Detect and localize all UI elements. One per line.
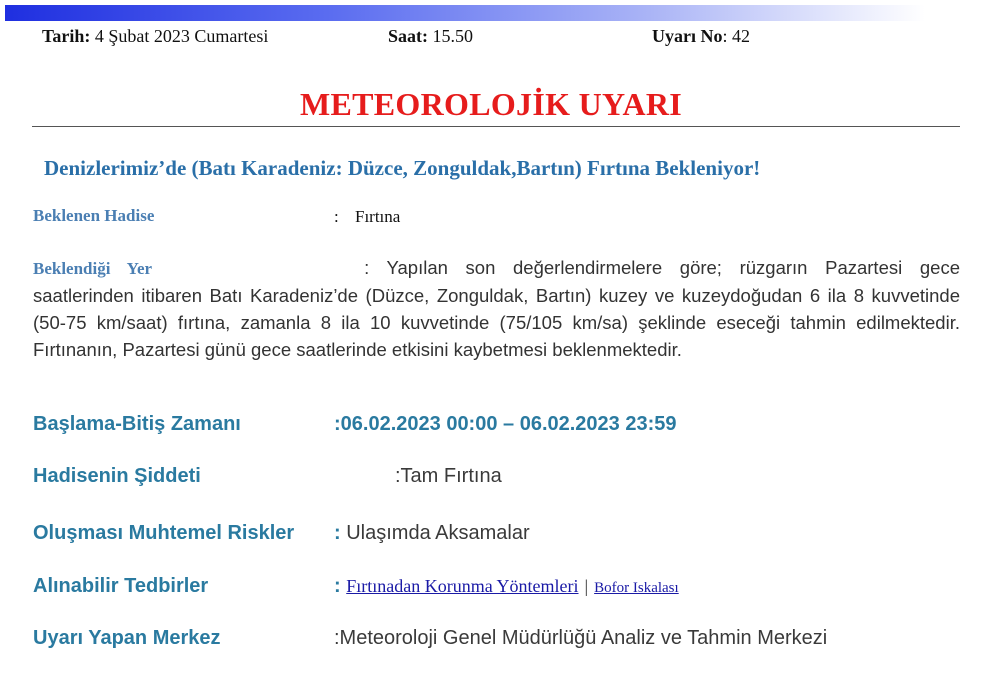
warning-number-value: : 42 [722,26,751,46]
expected-event-label: Beklenen Hadise [33,206,155,225]
top-gradient-bar [5,5,925,21]
risks-colon: : [334,522,341,544]
expected-place-paragraph [33,254,960,363]
severity-value: :Tam Fırtına [395,465,502,487]
storm-protection-link[interactable]: Fırtınadan Korunma Yöntemleri [346,576,579,596]
severity-label: Hadisenin Şiddeti [33,465,201,487]
links-separator: | [584,576,589,596]
expected-place-colon: : [364,257,370,278]
time-field [388,26,473,47]
warning-number-field [652,26,750,47]
time-label: Saat: [388,26,428,46]
risks-value-group [334,522,530,545]
beaufort-scale-link[interactable]: Bofor Iskalası [594,580,679,596]
title-divider [32,126,960,127]
date-label: Tarih: [42,26,91,46]
measures-colon: : [334,575,341,597]
warning-headline: Denizlerimiz’de (Batı Karadeniz: Düzce, Zonguldak,Bartın) Fırtına Bekleniyor! [44,156,761,180]
time-range-label: Başlama-Bitiş Zamanı [33,413,241,435]
expected-event-colon: : [334,207,339,226]
measures-label: Alınabilir Tedbirler [33,575,209,597]
date-value: 4 Şubat 2023 Cumartesi [94,26,269,46]
expected-event-value: Fırtına [355,207,401,226]
expected-place-text: Yapılan son değerlendirmelere göre; rüzgarın Pazartesi gece saatlerinden itibaren Batı Karadeniz’de (Düzce, Zonguldak, Bartın) kuzey ve kuzeydoğudan 6 ila 8 kuvvetinde (50-75 km/saat) fırtına, zamanla 8 ila 10 kuvvetinde (75/105 km/sa) şeklinde eseceği tahmin edilmektedir. Fırtınanın, Pazartesi günü gece saatlerinde etkisini kaybetmesi beklenmektedir. [33,257,960,360]
page-title: METEOROLOJİK UYARI [299,86,683,122]
issuing-center-value: :Meteoroloji Genel Müdürlüğü Analiz ve Tahmin Merkezi [334,627,828,649]
expected-place-label: Beklendiği Yer [33,259,153,278]
time-range-value: :06.02.2023 00:00 – 06.02.2023 23:59 [334,413,677,435]
issuing-center-label: Uyarı Yapan Merkez [33,627,221,649]
warning-number-label: Uyarı No [652,26,723,46]
time-value: 15.50 [432,26,473,46]
risks-value: Ulaşımda Aksamalar [346,522,530,544]
date-field [42,26,268,47]
measures-value-group [334,575,679,598]
risks-label: Oluşması Muhtemel Riskler [33,522,295,544]
